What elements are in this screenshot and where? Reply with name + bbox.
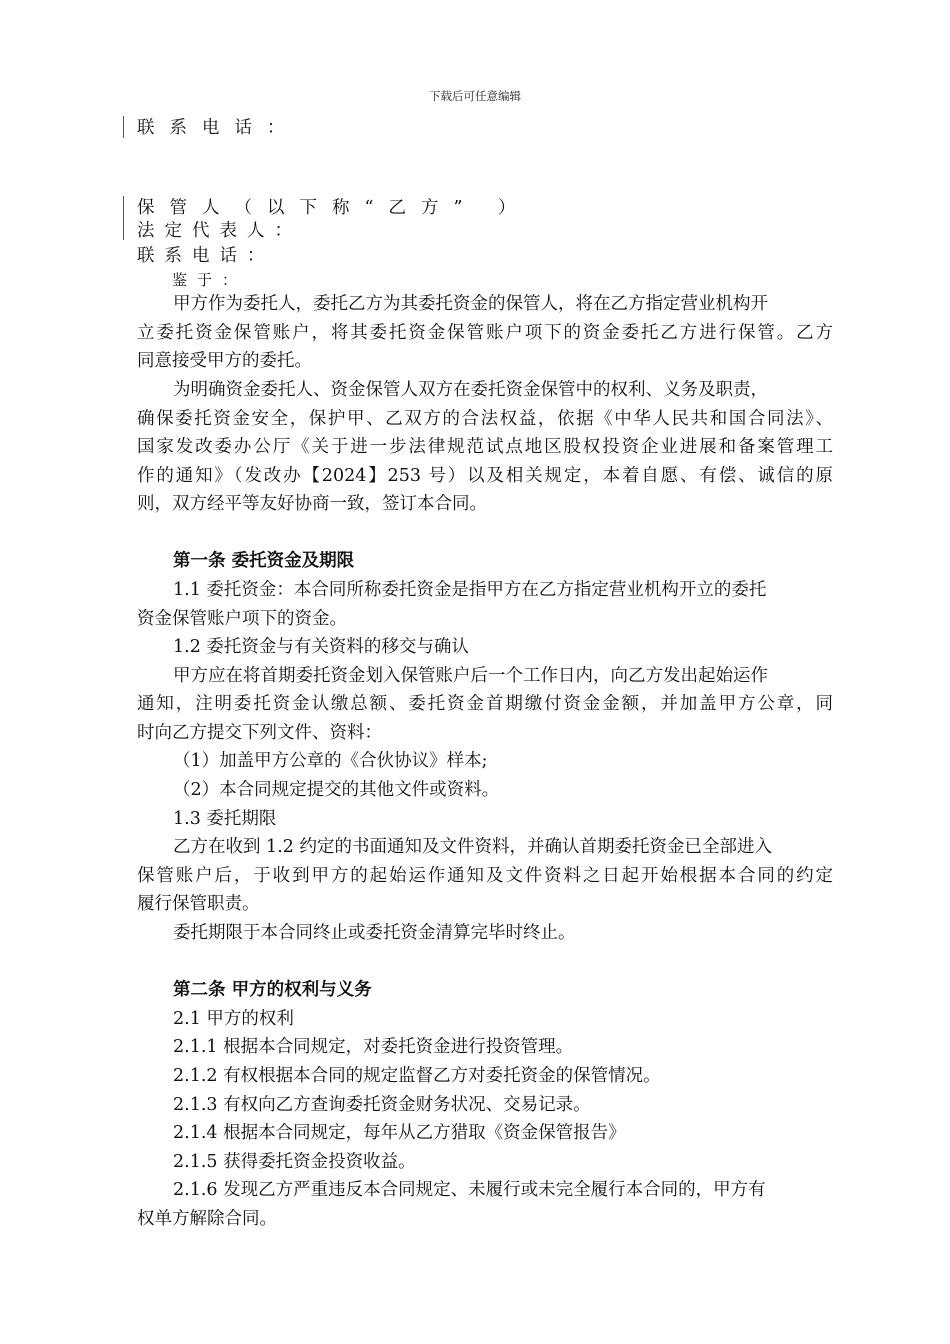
section-title: 1.3 委托期限 [173, 809, 277, 829]
section-title: 1.2 委托资金与有关资料的移交与确认 [173, 637, 469, 657]
custodian-label: 保管人（以下称“乙方” ） [137, 198, 531, 218]
paragraph-line: 甲方应在将首期委托资金划入保管账户后一个工作日内，向乙方发出起始运作 [173, 666, 768, 686]
paragraph-line: 时向乙方提交下列文件、资料： [137, 723, 382, 743]
paragraph-line: 资金保管账户项下的资金。 [137, 609, 347, 629]
paragraph-line: 立委托资金保管账户，将其委托资金保管账户项下的资金委托乙方进行保管。乙方 [137, 323, 833, 343]
list-item: 2.1.2 有权根据本合同的规定监督乙方对委托资金的保管情况。 [173, 1066, 661, 1086]
paragraph-line: 委托期限于本合同终止或委托资金清算完毕时终止。 [173, 923, 576, 943]
paragraph-line: 保管账户后，于收到甲方的起始运作通知及文件资料之日起开始根据本合同的约定 [137, 866, 833, 886]
paragraph-line: 同意接受甲方的委托。 [137, 351, 312, 371]
list-item: 2.1.6 发现乙方严重违反本合同规定、未履行或未完全履行本合同的，甲方有 [173, 1180, 766, 1200]
list-item: 2.1.3 有权向乙方查询委托资金财务状况、交易记录。 [173, 1095, 591, 1115]
paragraph-line: 权单方解除合同。 [137, 1209, 277, 1229]
list-item: （1）加盖甲方公章的《合伙协议》样本; [173, 751, 488, 771]
paragraph-line: 国家发改委办公厅《关于进一步法律规范试点地区股权投资企业进展和备案管理工 [137, 437, 833, 457]
paragraph-line: 甲方作为委托人，委托乙方为其委托资金的保管人，将在乙方指定营业机构开 [173, 294, 768, 314]
article-2-title: 第二条 甲方的权利与义务 [173, 980, 372, 1000]
paragraph-line: 乙方在收到 1.2 约定的书面通知及文件资料，并确认首期委托资金已全部进入 [173, 837, 772, 857]
section-title: 2.1 甲方的权利 [173, 1009, 294, 1029]
header-note: 下载后可任意编辑 [429, 89, 521, 103]
paragraph-line: 1.1 委托资金：本合同所称委托资金是指甲方在乙方指定营业机构开立的委托 [173, 580, 767, 600]
paragraph-line: 确保委托资金安全，保护甲、乙双方的合法权益，依据《中华人民共和国合同法》、 [137, 409, 833, 429]
party-a-phone-label: 联系电话： [137, 118, 300, 138]
paragraph-line: 履行保管职责。 [137, 894, 260, 914]
margin-bar [123, 196, 124, 240]
paragraph-line: 则，双方经平等友好协商一致，签订本合同。 [137, 494, 487, 514]
legal-rep-label: 法定代表人： [137, 221, 302, 241]
list-item: 2.1.5 获得委托资金投资收益。 [173, 1152, 416, 1172]
list-item: 2.1.4 根据本合同规定，每年从乙方猎取《资金保管报告》 [173, 1123, 626, 1143]
party-b-phone-label: 联系电话： [137, 246, 275, 266]
list-item: 2.1.1 根据本合同规定，对委托资金进行投资管理。 [173, 1037, 574, 1057]
list-item: （2）本合同规定提交的其他文件或资料。 [173, 780, 500, 800]
whereas-label: 鉴于： [172, 271, 248, 289]
paragraph-line: 作的通知》（发改办【2024】253 号）以及相关规定，本着自愿、有偿、诚信的原 [137, 466, 833, 486]
paragraph-line: 为明确资金委托人、资金保管人双方在委托资金保管中的权利、义务及职责， [173, 380, 768, 400]
margin-bar [123, 116, 124, 138]
paragraph-line: 通知，注明委托资金认缴总额、委托资金首期缴付资金金额，并加盖甲方公章，同 [137, 694, 833, 714]
article-1-title: 第一条 委托资金及期限 [173, 551, 355, 571]
